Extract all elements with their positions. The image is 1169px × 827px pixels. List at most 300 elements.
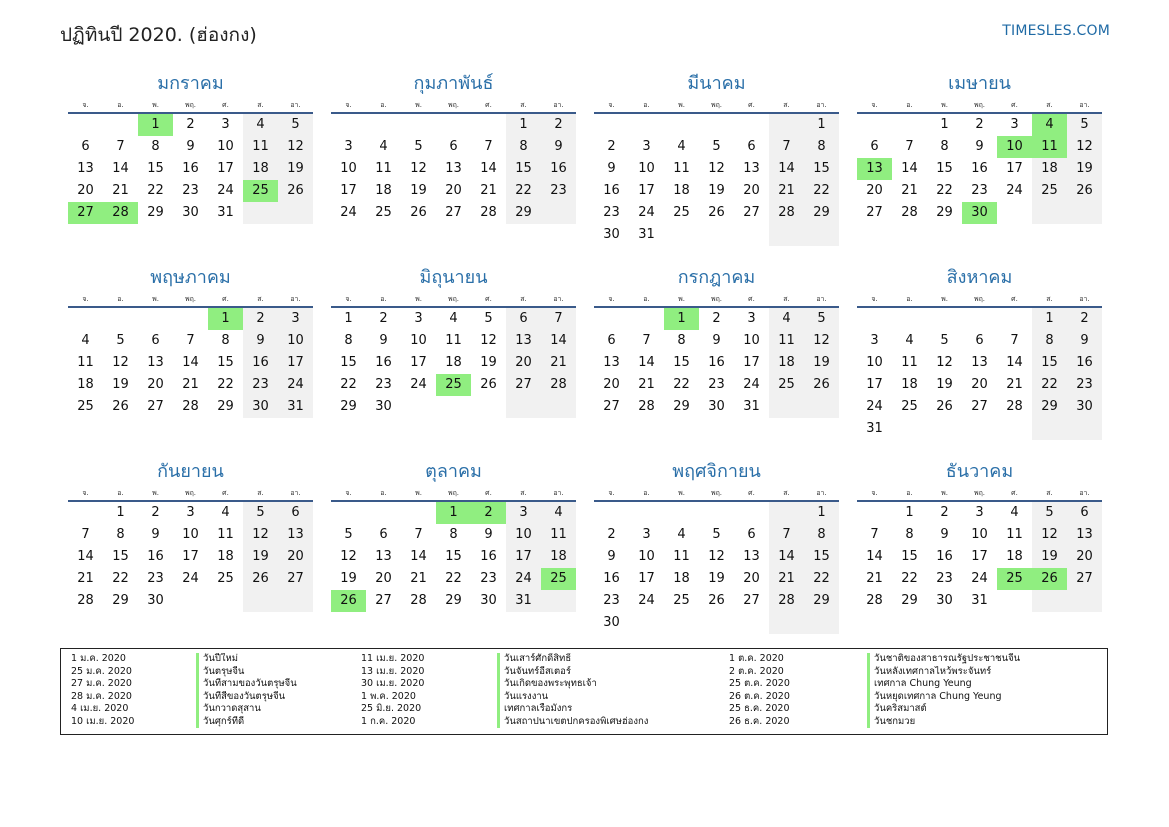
- day-cell[interactable]: 6: [870, 139, 879, 154]
- day-cell[interactable]: 14: [901, 161, 918, 176]
- day-cell[interactable]: 30: [375, 399, 392, 414]
- day-cell[interactable]: 24: [866, 399, 883, 414]
- day-cell[interactable]: 6: [506, 308, 541, 330]
- day-cell[interactable]: 31: [278, 396, 313, 418]
- day-cell[interactable]: 21: [866, 571, 883, 586]
- holiday-day-cell[interactable]: 25: [541, 568, 576, 590]
- day-cell[interactable]: 27: [603, 399, 620, 414]
- day-cell[interactable]: 14: [480, 161, 497, 176]
- day-cell[interactable]: 27: [506, 374, 541, 396]
- day-cell[interactable]: 7: [186, 333, 195, 348]
- day-cell[interactable]: 22: [901, 571, 918, 586]
- day-cell[interactable]: 22: [445, 571, 462, 586]
- day-cell[interactable]: 6: [81, 139, 90, 154]
- day-cell[interactable]: 8: [1032, 330, 1067, 352]
- day-cell[interactable]: 1: [905, 505, 914, 520]
- day-cell[interactable]: 28: [480, 205, 497, 220]
- day-cell[interactable]: 25: [375, 205, 392, 220]
- day-cell[interactable]: 13: [743, 161, 760, 176]
- day-cell[interactable]: 10: [217, 139, 234, 154]
- day-cell[interactable]: 11: [769, 330, 804, 352]
- day-cell[interactable]: 27: [278, 568, 313, 590]
- day-cell[interactable]: 1: [804, 114, 839, 136]
- day-cell[interactable]: 25: [673, 593, 690, 608]
- day-cell[interactable]: 11: [445, 333, 462, 348]
- day-cell[interactable]: 23: [182, 183, 199, 198]
- day-cell[interactable]: 5: [1032, 502, 1067, 524]
- holiday-day-cell[interactable]: 1: [664, 308, 699, 330]
- day-cell[interactable]: 26: [1067, 180, 1102, 202]
- day-cell[interactable]: 10: [410, 333, 427, 348]
- day-cell[interactable]: 22: [936, 183, 953, 198]
- day-cell[interactable]: 30: [1067, 396, 1102, 418]
- day-cell[interactable]: 6: [975, 333, 984, 348]
- day-cell[interactable]: 30: [603, 227, 620, 242]
- day-cell[interactable]: 9: [975, 139, 984, 154]
- day-cell[interactable]: 20: [1067, 546, 1102, 568]
- day-cell[interactable]: 11: [1006, 527, 1023, 542]
- day-cell[interactable]: 21: [410, 571, 427, 586]
- day-cell[interactable]: 19: [936, 377, 953, 392]
- day-cell[interactable]: 19: [278, 158, 313, 180]
- day-cell[interactable]: 30: [603, 615, 620, 630]
- day-cell[interactable]: 4: [905, 333, 914, 348]
- day-cell[interactable]: 21: [77, 571, 94, 586]
- day-cell[interactable]: 13: [278, 524, 313, 546]
- day-cell[interactable]: 29: [804, 590, 839, 612]
- day-cell[interactable]: 3: [414, 311, 423, 326]
- day-cell[interactable]: 22: [506, 180, 541, 202]
- day-cell[interactable]: 21: [769, 568, 804, 590]
- day-cell[interactable]: 12: [410, 161, 427, 176]
- day-cell[interactable]: 31: [638, 227, 655, 242]
- day-cell[interactable]: 19: [804, 352, 839, 374]
- day-cell[interactable]: 14: [769, 546, 804, 568]
- day-cell[interactable]: 4: [449, 311, 458, 326]
- day-cell[interactable]: 3: [186, 505, 195, 520]
- day-cell[interactable]: 4: [769, 308, 804, 330]
- day-cell[interactable]: 8: [905, 527, 914, 542]
- day-cell[interactable]: 12: [112, 355, 129, 370]
- day-cell[interactable]: 25: [217, 571, 234, 586]
- day-cell[interactable]: 15: [112, 549, 129, 564]
- day-cell[interactable]: 16: [603, 183, 620, 198]
- day-cell[interactable]: 6: [379, 527, 388, 542]
- day-cell[interactable]: 26: [112, 399, 129, 414]
- day-cell[interactable]: 25: [673, 205, 690, 220]
- day-cell[interactable]: 13: [1067, 524, 1102, 546]
- day-cell[interactable]: 23: [603, 593, 620, 608]
- day-cell[interactable]: 10: [866, 355, 883, 370]
- day-cell[interactable]: 18: [243, 158, 278, 180]
- day-cell[interactable]: 4: [1010, 505, 1019, 520]
- day-cell[interactable]: 23: [480, 571, 497, 586]
- day-cell[interactable]: 17: [1006, 161, 1023, 176]
- day-cell[interactable]: 5: [1067, 114, 1102, 136]
- day-cell[interactable]: 11: [375, 161, 392, 176]
- day-cell[interactable]: 5: [278, 114, 313, 136]
- day-cell[interactable]: 9: [607, 161, 616, 176]
- day-cell[interactable]: 7: [414, 527, 423, 542]
- day-cell[interactable]: 3: [506, 502, 541, 524]
- day-cell[interactable]: 2: [712, 311, 721, 326]
- day-cell[interactable]: 26: [243, 568, 278, 590]
- day-cell[interactable]: 17: [217, 161, 234, 176]
- day-cell[interactable]: 1: [116, 505, 125, 520]
- day-cell[interactable]: 15: [1032, 352, 1067, 374]
- day-cell[interactable]: 19: [708, 571, 725, 586]
- day-cell[interactable]: 10: [743, 333, 760, 348]
- day-cell[interactable]: 12: [480, 333, 497, 348]
- day-cell[interactable]: 17: [278, 352, 313, 374]
- day-cell[interactable]: 11: [901, 355, 918, 370]
- holiday-day-cell[interactable]: 26: [331, 590, 366, 612]
- day-cell[interactable]: 21: [1006, 377, 1023, 392]
- day-cell[interactable]: 9: [712, 333, 721, 348]
- day-cell[interactable]: 15: [673, 355, 690, 370]
- day-cell[interactable]: 5: [712, 527, 721, 542]
- day-cell[interactable]: 4: [379, 139, 388, 154]
- day-cell[interactable]: 14: [112, 161, 129, 176]
- day-cell[interactable]: 27: [866, 205, 883, 220]
- day-cell[interactable]: 9: [940, 527, 949, 542]
- day-cell[interactable]: 21: [112, 183, 129, 198]
- day-cell[interactable]: 4: [243, 114, 278, 136]
- day-cell[interactable]: 17: [971, 549, 988, 564]
- day-cell[interactable]: 13: [603, 355, 620, 370]
- day-cell[interactable]: 29: [445, 593, 462, 608]
- day-cell[interactable]: 7: [642, 333, 651, 348]
- holiday-day-cell[interactable]: 25: [243, 180, 278, 202]
- day-cell[interactable]: 27: [147, 399, 164, 414]
- day-cell[interactable]: 3: [1010, 117, 1019, 132]
- day-cell[interactable]: 29: [673, 399, 690, 414]
- day-cell[interactable]: 14: [769, 158, 804, 180]
- holiday-day-cell[interactable]: 1: [208, 308, 243, 330]
- day-cell[interactable]: 28: [901, 205, 918, 220]
- day-cell[interactable]: 19: [1067, 158, 1102, 180]
- day-cell[interactable]: 12: [1032, 524, 1067, 546]
- day-cell[interactable]: 6: [747, 527, 756, 542]
- day-cell[interactable]: 21: [182, 377, 199, 392]
- day-cell[interactable]: 15: [804, 546, 839, 568]
- day-cell[interactable]: 10: [638, 549, 655, 564]
- day-cell[interactable]: 18: [901, 377, 918, 392]
- site-link[interactable]: TIMESLES.COM: [1002, 23, 1110, 39]
- day-cell[interactable]: 16: [243, 352, 278, 374]
- day-cell[interactable]: 15: [506, 158, 541, 180]
- day-cell[interactable]: 19: [1032, 546, 1067, 568]
- day-cell[interactable]: 1: [1032, 308, 1067, 330]
- day-cell[interactable]: 20: [278, 546, 313, 568]
- day-cell[interactable]: 4: [541, 502, 576, 524]
- day-cell[interactable]: 29: [936, 205, 953, 220]
- day-cell[interactable]: 20: [445, 183, 462, 198]
- day-cell[interactable]: 27: [743, 205, 760, 220]
- day-cell[interactable]: 9: [243, 330, 278, 352]
- day-cell[interactable]: 9: [186, 139, 195, 154]
- day-cell[interactable]: 24: [638, 593, 655, 608]
- day-cell[interactable]: 1: [940, 117, 949, 132]
- day-cell[interactable]: 24: [340, 205, 357, 220]
- holiday-day-cell[interactable]: 10: [997, 136, 1032, 158]
- day-cell[interactable]: 6: [1067, 502, 1102, 524]
- day-cell[interactable]: 6: [449, 139, 458, 154]
- day-cell[interactable]: 26: [708, 205, 725, 220]
- day-cell[interactable]: 28: [77, 593, 94, 608]
- day-cell[interactable]: 17: [182, 549, 199, 564]
- day-cell[interactable]: 8: [804, 136, 839, 158]
- day-cell[interactable]: 5: [804, 308, 839, 330]
- day-cell[interactable]: 24: [971, 571, 988, 586]
- day-cell[interactable]: 2: [186, 117, 195, 132]
- day-cell[interactable]: 31: [971, 593, 988, 608]
- day-cell[interactable]: 9: [379, 333, 388, 348]
- day-cell[interactable]: 18: [769, 352, 804, 374]
- day-cell[interactable]: 27: [445, 205, 462, 220]
- day-cell[interactable]: 27: [743, 593, 760, 608]
- day-cell[interactable]: 2: [940, 505, 949, 520]
- day-cell[interactable]: 24: [217, 183, 234, 198]
- day-cell[interactable]: 30: [708, 399, 725, 414]
- day-cell[interactable]: 24: [506, 568, 541, 590]
- day-cell[interactable]: 13: [743, 549, 760, 564]
- day-cell[interactable]: 8: [677, 333, 686, 348]
- day-cell[interactable]: 21: [541, 352, 576, 374]
- day-cell[interactable]: 25: [769, 374, 804, 396]
- day-cell[interactable]: 30: [147, 593, 164, 608]
- day-cell[interactable]: 24: [638, 205, 655, 220]
- day-cell[interactable]: 24: [1006, 183, 1023, 198]
- holiday-day-cell[interactable]: 25: [436, 374, 471, 396]
- day-cell[interactable]: 16: [375, 355, 392, 370]
- day-cell[interactable]: 20: [375, 571, 392, 586]
- day-cell[interactable]: 18: [77, 377, 94, 392]
- day-cell[interactable]: 2: [1067, 308, 1102, 330]
- holiday-day-cell[interactable]: 28: [103, 202, 138, 224]
- day-cell[interactable]: 26: [708, 593, 725, 608]
- day-cell[interactable]: 21: [638, 377, 655, 392]
- day-cell[interactable]: 28: [638, 399, 655, 414]
- day-cell[interactable]: 27: [375, 593, 392, 608]
- day-cell[interactable]: 11: [541, 524, 576, 546]
- day-cell[interactable]: 19: [112, 377, 129, 392]
- day-cell[interactable]: 17: [743, 355, 760, 370]
- day-cell[interactable]: 13: [445, 161, 462, 176]
- holiday-day-cell[interactable]: 27: [68, 202, 103, 224]
- day-cell[interactable]: 13: [506, 330, 541, 352]
- day-cell[interactable]: 10: [971, 527, 988, 542]
- day-cell[interactable]: 22: [112, 571, 129, 586]
- day-cell[interactable]: 3: [278, 308, 313, 330]
- day-cell[interactable]: 25: [77, 399, 94, 414]
- day-cell[interactable]: 16: [603, 571, 620, 586]
- day-cell[interactable]: 14: [866, 549, 883, 564]
- day-cell[interactable]: 17: [340, 183, 357, 198]
- day-cell[interactable]: 2: [243, 308, 278, 330]
- day-cell[interactable]: 27: [971, 399, 988, 414]
- day-cell[interactable]: 16: [936, 549, 953, 564]
- day-cell[interactable]: 17: [638, 571, 655, 586]
- day-cell[interactable]: 2: [151, 505, 160, 520]
- day-cell[interactable]: 20: [147, 377, 164, 392]
- day-cell[interactable]: 13: [77, 161, 94, 176]
- day-cell[interactable]: 18: [673, 571, 690, 586]
- day-cell[interactable]: 21: [480, 183, 497, 198]
- day-cell[interactable]: 28: [769, 590, 804, 612]
- day-cell[interactable]: 11: [77, 355, 94, 370]
- day-cell[interactable]: 15: [901, 549, 918, 564]
- day-cell[interactable]: 17: [506, 546, 541, 568]
- day-cell[interactable]: 11: [243, 136, 278, 158]
- day-cell[interactable]: 18: [375, 183, 392, 198]
- holiday-day-cell[interactable]: 13: [857, 158, 892, 180]
- day-cell[interactable]: 31: [217, 205, 234, 220]
- day-cell[interactable]: 23: [708, 377, 725, 392]
- day-cell[interactable]: 22: [804, 180, 839, 202]
- day-cell[interactable]: 3: [221, 117, 230, 132]
- day-cell[interactable]: 26: [480, 377, 497, 392]
- day-cell[interactable]: 14: [410, 549, 427, 564]
- day-cell[interactable]: 7: [1010, 333, 1019, 348]
- holiday-day-cell[interactable]: 25: [997, 568, 1032, 590]
- day-cell[interactable]: 20: [743, 183, 760, 198]
- day-cell[interactable]: 9: [1067, 330, 1102, 352]
- day-cell[interactable]: 5: [116, 333, 125, 348]
- day-cell[interactable]: 4: [677, 139, 686, 154]
- day-cell[interactable]: 14: [541, 330, 576, 352]
- day-cell[interactable]: 28: [541, 374, 576, 396]
- day-cell[interactable]: 26: [936, 399, 953, 414]
- day-cell[interactable]: 16: [147, 549, 164, 564]
- day-cell[interactable]: 30: [936, 593, 953, 608]
- holiday-day-cell[interactable]: 26: [1032, 568, 1067, 590]
- day-cell[interactable]: 4: [81, 333, 90, 348]
- day-cell[interactable]: 24: [182, 571, 199, 586]
- day-cell[interactable]: 18: [445, 355, 462, 370]
- day-cell[interactable]: 2: [975, 117, 984, 132]
- day-cell[interactable]: 15: [340, 355, 357, 370]
- day-cell[interactable]: 6: [278, 502, 313, 524]
- day-cell[interactable]: 20: [603, 377, 620, 392]
- day-cell[interactable]: 22: [147, 183, 164, 198]
- day-cell[interactable]: 12: [708, 161, 725, 176]
- day-cell[interactable]: 31: [866, 421, 883, 436]
- day-cell[interactable]: 26: [804, 374, 839, 396]
- day-cell[interactable]: 29: [1032, 396, 1067, 418]
- day-cell[interactable]: 29: [112, 593, 129, 608]
- day-cell[interactable]: 9: [541, 136, 576, 158]
- day-cell[interactable]: 1: [804, 502, 839, 524]
- day-cell[interactable]: 4: [677, 527, 686, 542]
- day-cell[interactable]: 18: [673, 183, 690, 198]
- day-cell[interactable]: 3: [344, 139, 353, 154]
- day-cell[interactable]: 29: [804, 202, 839, 224]
- day-cell[interactable]: 16: [708, 355, 725, 370]
- day-cell[interactable]: 22: [1032, 374, 1067, 396]
- day-cell[interactable]: 3: [747, 311, 756, 326]
- day-cell[interactable]: 27: [1067, 568, 1102, 590]
- day-cell[interactable]: 30: [182, 205, 199, 220]
- day-cell[interactable]: 23: [147, 571, 164, 586]
- day-cell[interactable]: 8: [116, 527, 125, 542]
- day-cell[interactable]: 25: [901, 399, 918, 414]
- holiday-day-cell[interactable]: 1: [138, 114, 173, 136]
- day-cell[interactable]: 1: [344, 311, 353, 326]
- day-cell[interactable]: 26: [410, 205, 427, 220]
- day-cell[interactable]: 19: [340, 571, 357, 586]
- day-cell[interactable]: 12: [340, 549, 357, 564]
- day-cell[interactable]: 7: [769, 524, 804, 546]
- day-cell[interactable]: 18: [1032, 158, 1067, 180]
- day-cell[interactable]: 20: [743, 571, 760, 586]
- day-cell[interactable]: 10: [340, 161, 357, 176]
- day-cell[interactable]: 21: [901, 183, 918, 198]
- day-cell[interactable]: 23: [603, 205, 620, 220]
- day-cell[interactable]: 8: [151, 139, 160, 154]
- day-cell[interactable]: 28: [182, 399, 199, 414]
- day-cell[interactable]: 29: [217, 399, 234, 414]
- day-cell[interactable]: 12: [278, 136, 313, 158]
- day-cell[interactable]: 9: [151, 527, 160, 542]
- day-cell[interactable]: 23: [971, 183, 988, 198]
- day-cell[interactable]: 18: [541, 546, 576, 568]
- day-cell[interactable]: 8: [449, 527, 458, 542]
- day-cell[interactable]: 10: [638, 161, 655, 176]
- day-cell[interactable]: 23: [541, 180, 576, 202]
- holiday-day-cell[interactable]: 11: [1032, 136, 1067, 158]
- day-cell[interactable]: 3: [642, 139, 651, 154]
- holiday-day-cell[interactable]: 30: [962, 202, 997, 224]
- day-cell[interactable]: 28: [1006, 399, 1023, 414]
- day-cell[interactable]: 11: [673, 161, 690, 176]
- day-cell[interactable]: 5: [940, 333, 949, 348]
- day-cell[interactable]: 15: [147, 161, 164, 176]
- day-cell[interactable]: 16: [182, 161, 199, 176]
- day-cell[interactable]: 25: [1032, 180, 1067, 202]
- day-cell[interactable]: 6: [747, 139, 756, 154]
- day-cell[interactable]: 12: [1067, 136, 1102, 158]
- day-cell[interactable]: 18: [217, 549, 234, 564]
- day-cell[interactable]: 19: [708, 183, 725, 198]
- day-cell[interactable]: 15: [445, 549, 462, 564]
- day-cell[interactable]: 16: [480, 549, 497, 564]
- day-cell[interactable]: 14: [638, 355, 655, 370]
- day-cell[interactable]: 11: [217, 527, 234, 542]
- day-cell[interactable]: 1: [506, 114, 541, 136]
- day-cell[interactable]: 2: [607, 139, 616, 154]
- day-cell[interactable]: 7: [116, 139, 125, 154]
- day-cell[interactable]: 20: [506, 352, 541, 374]
- day-cell[interactable]: 12: [936, 355, 953, 370]
- day-cell[interactable]: 7: [769, 136, 804, 158]
- day-cell[interactable]: 28: [866, 593, 883, 608]
- day-cell[interactable]: 5: [484, 311, 493, 326]
- day-cell[interactable]: 19: [243, 546, 278, 568]
- day-cell[interactable]: 22: [804, 568, 839, 590]
- day-cell[interactable]: 16: [971, 161, 988, 176]
- day-cell[interactable]: 7: [870, 527, 879, 542]
- day-cell[interactable]: 19: [410, 183, 427, 198]
- day-cell[interactable]: 10: [506, 524, 541, 546]
- day-cell[interactable]: 30: [243, 396, 278, 418]
- day-cell[interactable]: 29: [340, 399, 357, 414]
- day-cell[interactable]: 6: [151, 333, 160, 348]
- day-cell[interactable]: 3: [870, 333, 879, 348]
- day-cell[interactable]: 28: [410, 593, 427, 608]
- day-cell[interactable]: 29: [506, 202, 541, 224]
- day-cell[interactable]: 7: [541, 308, 576, 330]
